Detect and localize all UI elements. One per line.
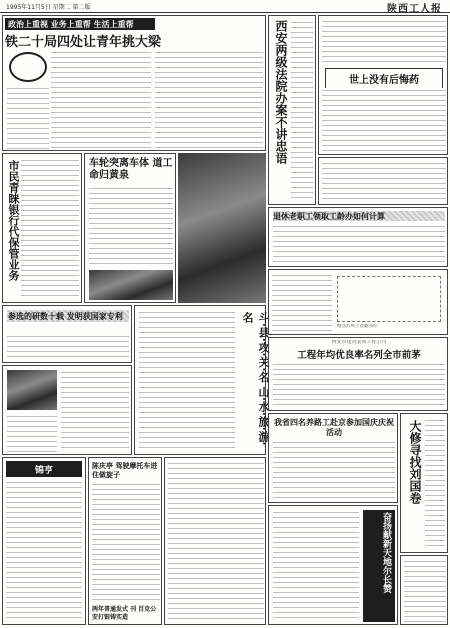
accident-photo <box>89 270 173 300</box>
pay-story <box>268 207 448 267</box>
news-photo <box>178 153 266 303</box>
mid-headline: 斗·县·攻·关·名 山·水·旅·游·名 <box>241 312 270 446</box>
page-header <box>0 0 450 13</box>
award-body <box>273 510 359 622</box>
moto-headline: 陈庆亭 驾驶摩托车进住做旋子 <box>92 461 158 479</box>
repair-story <box>400 413 448 553</box>
moto-story <box>88 457 162 625</box>
column-side <box>318 157 448 205</box>
games-body <box>273 440 395 500</box>
moto-body <box>92 482 160 602</box>
classified-ads <box>2 457 86 625</box>
feature-company: 西安市建筑装饰工程公司 <box>331 340 387 345</box>
mid-body <box>139 310 235 452</box>
games-headline: 我省四名养路工赴京参加国庆庆祝活动 <box>274 417 394 437</box>
cartoon-image <box>337 276 441 322</box>
accident-body <box>89 186 173 266</box>
cartoon-caption: 赠送苏埠上春翻书好 <box>337 324 378 329</box>
research-body <box>7 334 129 360</box>
accident-story <box>84 153 176 303</box>
feature-body <box>273 362 445 408</box>
left-briefs <box>2 365 132 455</box>
bottom-mid-body <box>168 461 264 623</box>
repair-headline: 大修寻找刘国卷 <box>408 420 422 504</box>
column-body <box>322 88 446 152</box>
column-block <box>318 15 448 155</box>
west-headline: 两年普通发式 刊 百克公安打银铸实造 <box>92 606 157 621</box>
ad-title: 锦亨 <box>6 461 82 477</box>
pay-headline: 退休老职工领取工龄办如何计算 <box>273 211 445 221</box>
corner-brief <box>400 555 448 625</box>
column-body-top <box>322 19 446 65</box>
masthead: 陕西工人报 <box>387 4 442 15</box>
research-headline: 参选的研数十载 发明获国家专利 <box>7 310 129 322</box>
brief-photo <box>7 370 57 410</box>
pay-body <box>273 224 445 264</box>
court-headline: 西安两级法院办案不讲忠语 <box>274 20 288 164</box>
feature-headline: 工程年均优良率名列全市前茅 <box>297 350 421 361</box>
award-story <box>268 505 398 625</box>
bank-headline: 市民青睐银行代保管业务 <box>7 160 20 281</box>
lead-body-column-1 <box>51 50 151 150</box>
bottom-mid-story <box>164 457 266 625</box>
ad-listing <box>6 480 82 622</box>
column-title: 世上没有后悔药 <box>325 68 443 89</box>
bank-body <box>21 158 79 300</box>
feature-story <box>268 337 448 411</box>
issue-date: 1995年11月5日 星期二 第二版 <box>6 4 91 11</box>
lead-body-column-0 <box>7 86 49 150</box>
research-story <box>2 305 132 363</box>
brief-body-2 <box>7 414 57 452</box>
games-story <box>268 413 398 503</box>
bank-story <box>2 153 82 303</box>
cartoon-block <box>268 269 448 335</box>
mid-story <box>134 305 270 455</box>
court-body <box>291 20 313 200</box>
accident-headline: 车轮突离车体 道工命归黄泉 <box>89 158 173 181</box>
company-logo <box>9 52 47 82</box>
award-headline: 奋扬献新天地尔长赞 <box>363 510 395 622</box>
lead-headline: 铁二十局四处让青年挑大梁 <box>5 35 162 50</box>
lead-story <box>2 15 266 151</box>
brief-body <box>61 370 129 452</box>
lead-body-column-2 <box>155 50 263 150</box>
repair-body <box>425 418 445 550</box>
court-story <box>268 15 316 205</box>
lead-kicker: 政治上重视 业务上重帮 生活上重帮 <box>5 18 155 30</box>
